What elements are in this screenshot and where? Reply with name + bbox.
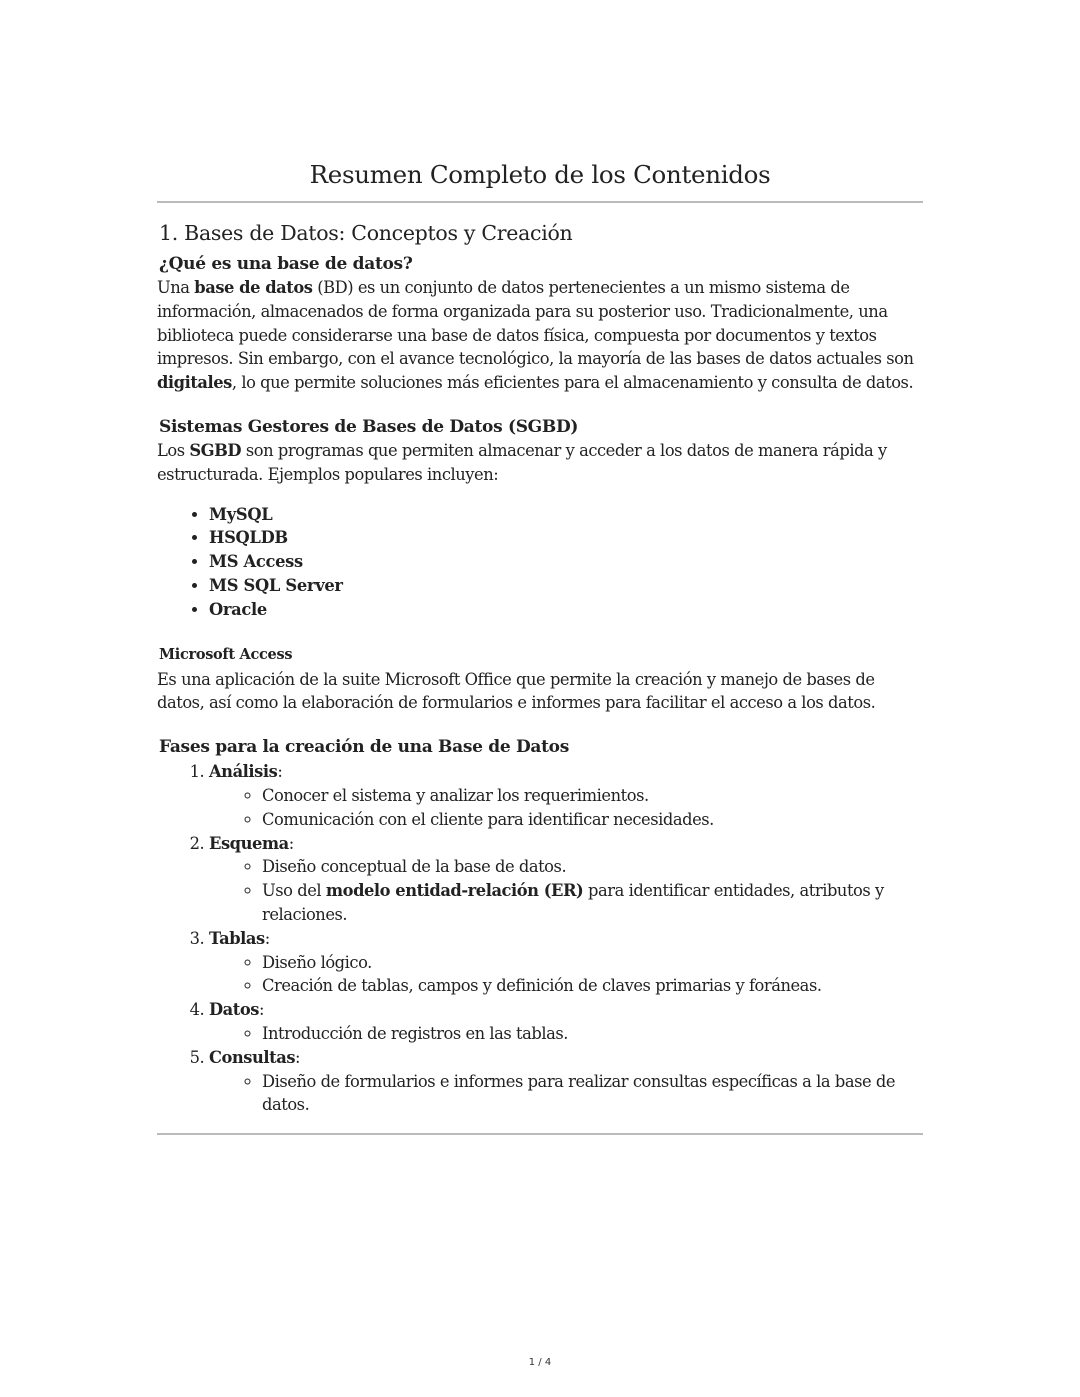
step-label: Tablas [209,928,265,948]
bold-text: base de datos [194,278,313,297]
list-item [262,879,923,927]
list-item: • HSQLDB [209,526,923,550]
page-number: 1 / 4 [528,1357,552,1368]
bold-text: digitales [157,373,232,393]
list-item: • Oracle [209,598,923,622]
paragraph-access: Es una aplicación de la suite Microsoft Office que permite la creación y manejo de bases de datos, así como la elaboración de formularios e informes para facilitar el acceso a los datos. [157,669,876,713]
text: Una [157,278,195,297]
bold-text: modelo entidad-relación (ER) [325,881,584,901]
list-item: ◦ Diseño lógico. [262,951,923,975]
document-title: Resumen Completo de los Contenidos [309,160,771,189]
list-item: • MS Access [209,550,923,574]
step-label: Datos [209,1000,259,1020]
paragraph-sgbd [157,439,923,487]
divider [157,201,923,203]
paragraph-definicion [157,276,923,395]
text: , lo que permite soluciones más eficientes para el almacenamiento y consulta de datos. [231,373,914,393]
list-item: 3. Tablas: ◦ Diseño lógico. ◦ Creación de tablas, campos y definición de claves primarias y foráneas. [209,927,923,998]
section-heading: 1. Bases de Datos: Conceptos y Creación [159,221,573,245]
step-label: Esquema [209,833,289,853]
text: Uso del [262,881,326,901]
subheading-fases: Fases para la creación de una Base de Datos [159,737,569,758]
subheading-access: Microsoft Access [159,645,293,663]
list-item: 4. Datos: ◦ Introducción de registros en las tablas. [209,998,923,1046]
bold-text: SGBD [189,440,242,460]
list-item: • MySQL [209,503,923,527]
list-item: 1. Análisis: ◦ Conocer el sistema y analizar los requerimientos. ◦ Comunicación con el cliente para identificar necesidades. [209,760,923,831]
list-item: ◦ Diseño conceptual de la base de datos. [262,855,923,879]
list-item: ◦ Creación de tablas, campos y definición de claves primarias y foráneas. [262,974,923,998]
step-label: Análisis [209,762,278,782]
page [157,158,923,1135]
list-item: ◦ Diseño de formularios e informes para realizar consultas específicas a la base de datos. [262,1070,923,1118]
fases-list [157,760,923,1117]
list-item: 5. Consultas: ◦ Diseño de formularios e informes para realizar consultas específicas a la base de datos. [209,1046,923,1117]
list-item: • MS SQL Server [209,574,923,598]
sgbd-list [157,503,923,622]
list-item: ◦ Conocer el sistema y analizar los requerimientos. [262,784,923,808]
text: (BD) es un conjunto de datos pertenecientes a un mismo sistema de información, almacenados de forma organizada para su posterior uso. Tradicionalmente, una biblioteca puede considerarse una base de datos física, compuesta por documentos y textos impresos. Sin embargo, con el avance tecnológico, la mayoría de las bases de datos actuales son [157,278,914,369]
divider [157,1133,923,1135]
subheading-que-es: ¿Qué es una base de datos? [159,254,413,274]
list-item: 2. Esquema: ◦ Diseño conceptual de la base de datos. ◦ Uso del modelo entidad-relación (ER) para identificar entidades, atributos y relaciones. [209,832,923,927]
list-item: ◦ Introducción de registros en las tablas. [262,1022,923,1046]
list-item: ◦ Comunicación con el cliente para identificar necesidades. [262,808,923,832]
text: Los [157,440,190,460]
text: son programas que permiten almacenar y acceder a los datos de manera rápida y estructurada. Ejemplos populares incluyen: [157,440,887,484]
step-label: Consultas [209,1047,296,1067]
subheading-sgbd: Sistemas Gestores de Bases de Datos (SGBD) [159,416,579,437]
text: para identificar entidades, atributos y relaciones. [262,881,884,924]
